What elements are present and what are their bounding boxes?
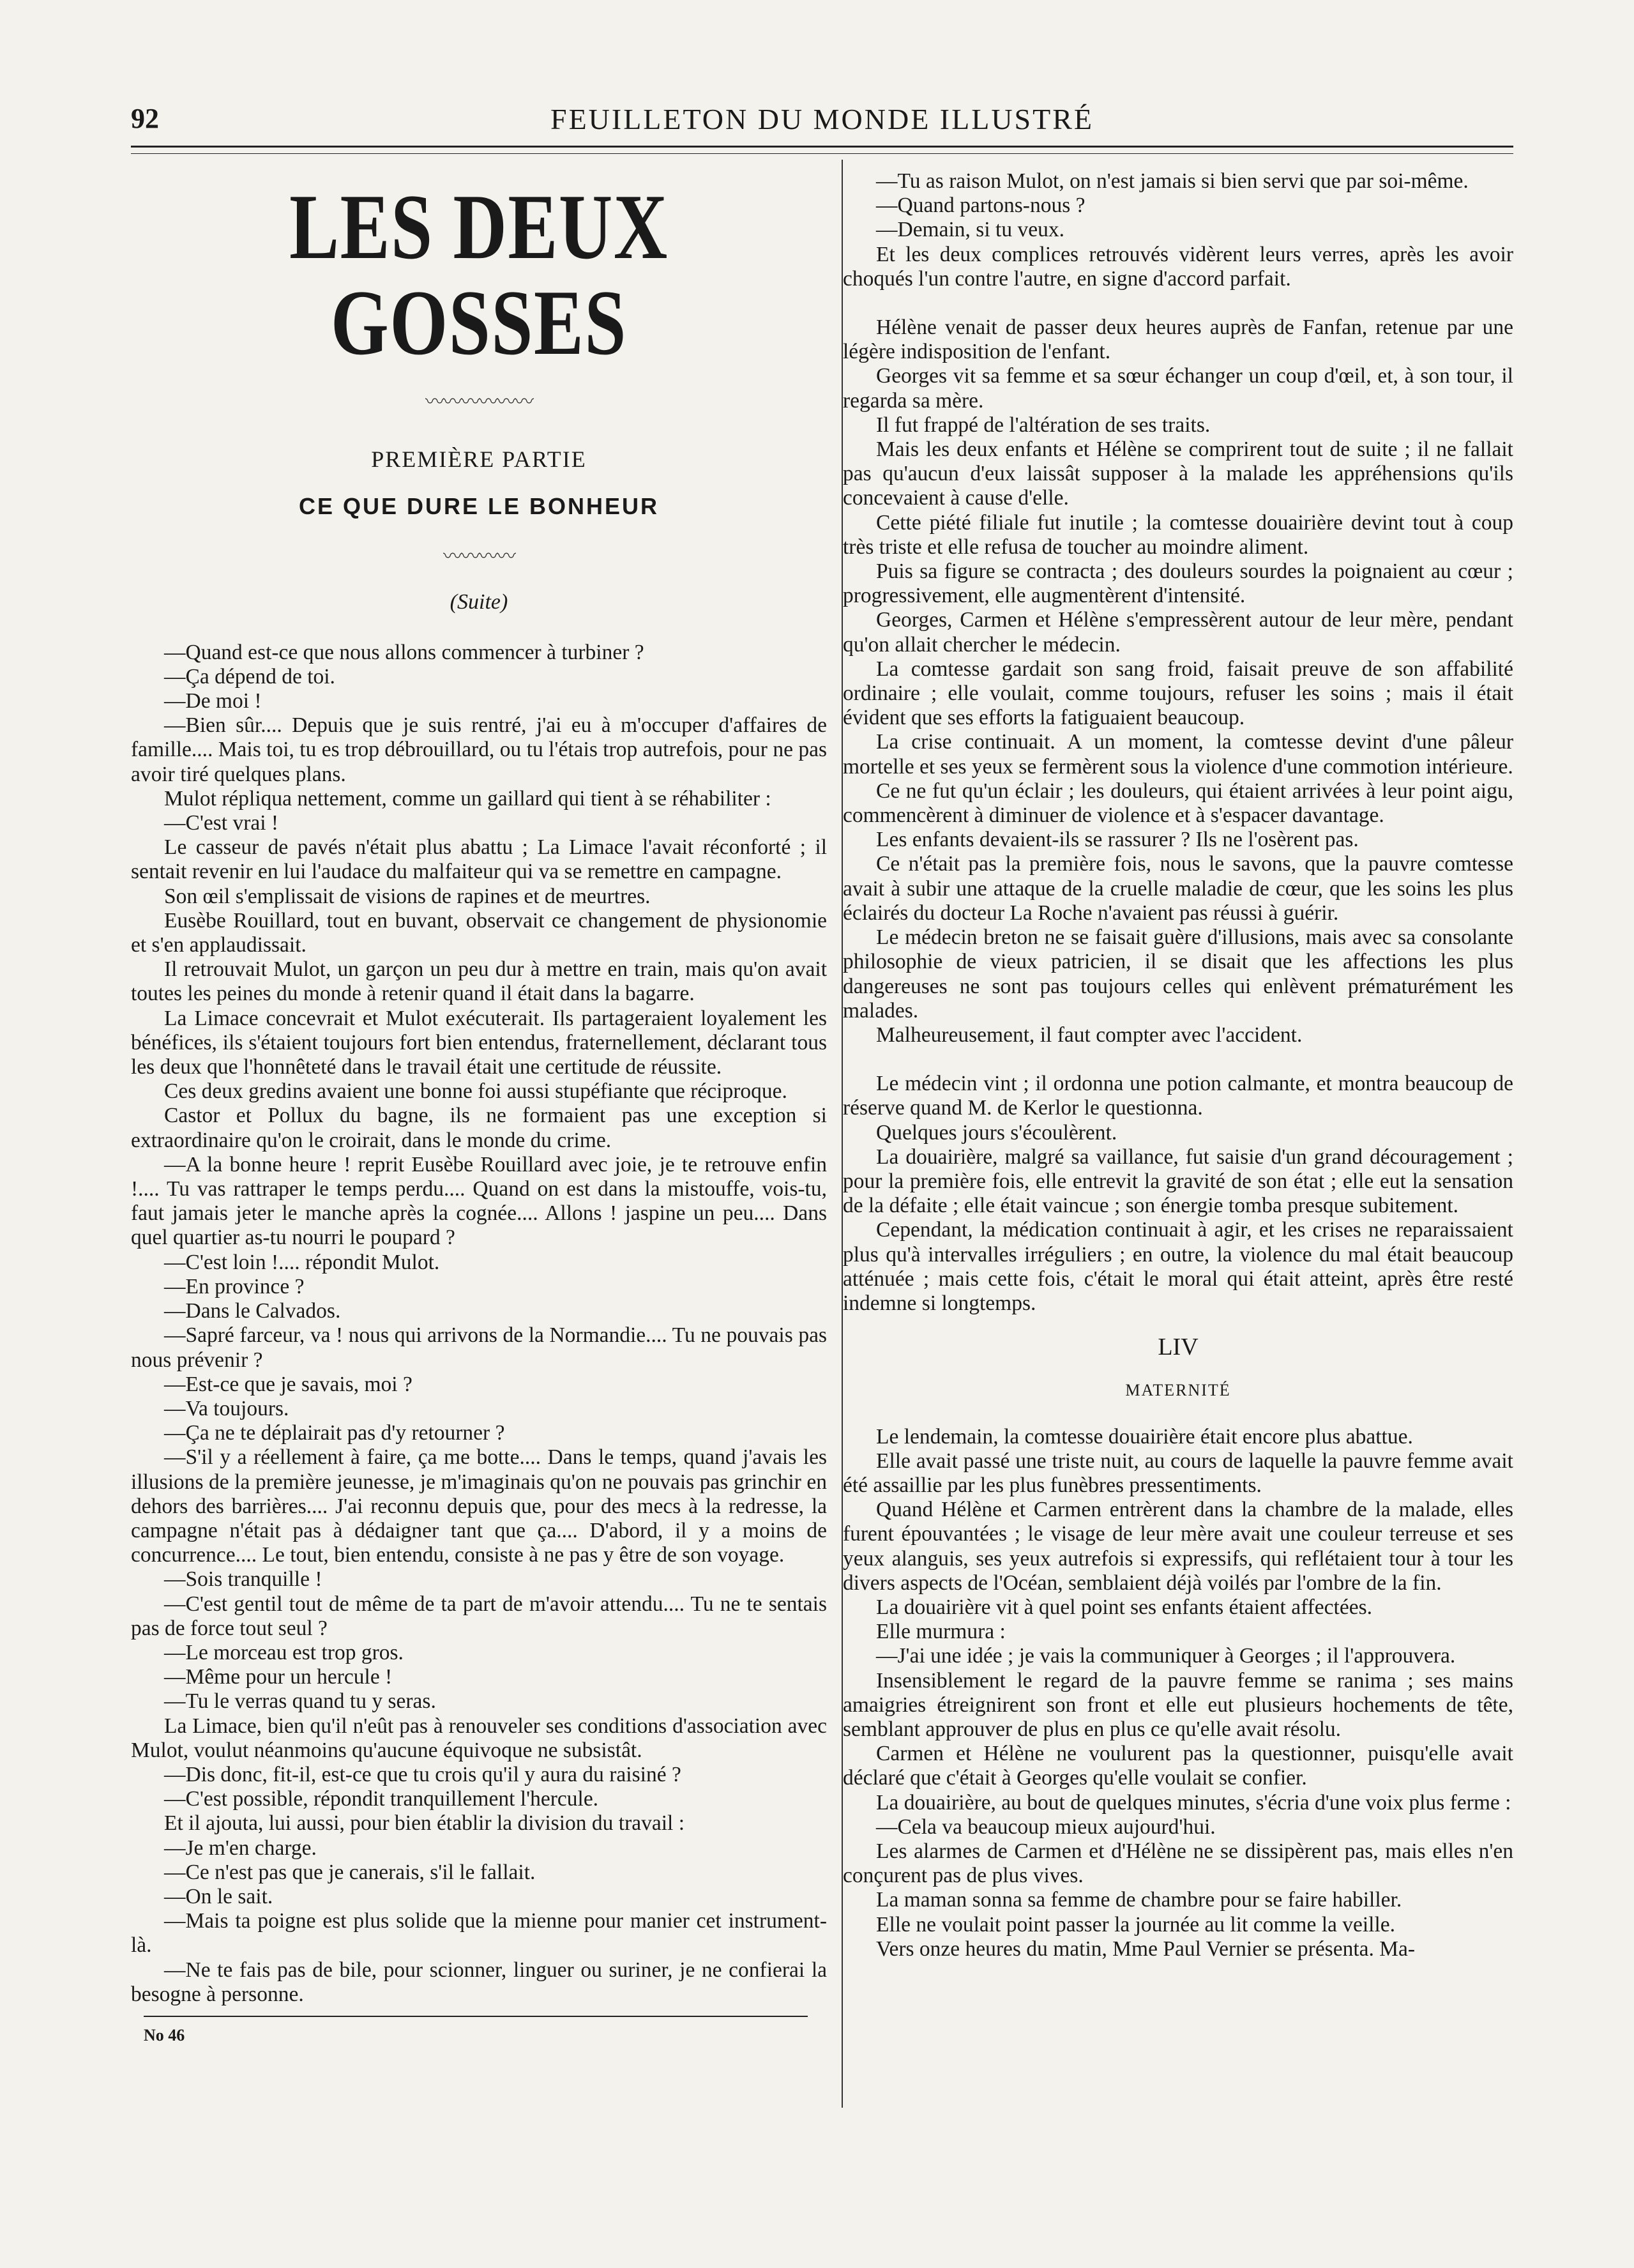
page-header: [131, 96, 1513, 147]
paragraph: Et il ajouta, lui aussi, pour bien établir la division du travail :: [164, 1811, 685, 1836]
paragraph: Le casseur de pavés n'était plus abattu ; La Limace l'avait réconforté ; il sentait revenir en lui l'audace du malfaiteur qui va se remettre en campagne.: [131, 835, 827, 884]
paragraph: Il fut frappé de l'altération de ses traits.: [876, 413, 1211, 437]
paragraph: —Cela va beaucoup mieux aujourd'hui.: [876, 1815, 1216, 1839]
paragraph: —Quand partons-nous ?: [876, 194, 1086, 218]
left-column: [131, 175, 827, 2048]
paragraph: Ces deux gredins avaient une bonne foi aussi stupéfiante que réciproque.: [164, 1079, 787, 1104]
paragraph: —Ce n'est pas que je canerais, s'il le fallait.: [164, 1860, 536, 1884]
part-title: PREMIÈRE PARTIE: [371, 446, 587, 472]
paragraph: —Dis donc, fit-il, est-ce que tu crois qu'il y aura du raisiné ?: [164, 1762, 681, 1786]
title-ornament: 〰〰〰〰〰〰: [425, 392, 533, 413]
spacer: [843, 1047, 1513, 1072]
paragraph: Quand Hélène et Carmen entrèrent dans la chambre de la malade, elles furent épouvantées ; le visage de leur mère avait une couleur terreuse et ses yeux alanguis, ses yeux autrefois si expressifs, qui reflétaient tour à tour les divers aspects de l'Océan, semblaient déjà voilés par l'ombre de la fin.: [843, 1498, 1513, 1595]
paragraph: Le médecin breton ne se faisait guère d'illusions, mais avec sa consolante philosophie de vieux patricien, il se disait que les affections les plus dangereuses ne sont pas toujours celles qui enlèvent prématurément les malades.: [843, 925, 1513, 1023]
header-rule: [131, 146, 1513, 148]
paragraph: Insensiblement le regard de la pauvre femme se ranima ; ses mains amaigries étreignirent son front et elle eut plusieurs hochements de tête, semblant approuver de plus en plus ce qu'elle avait résolu.: [843, 1668, 1513, 1741]
paragraph: La Limace, bien qu'il n'eût pas à renouveler ses conditions d'association avec Mulot, voulut néanmoins qu'aucune équivoque ne subsistât.: [131, 1714, 827, 1762]
paragraph: Eusèbe Rouillard, tout en buvant, observait ce changement de physionomie et s'en applaudissait.: [131, 908, 827, 957]
paragraph: —Demain, si tu veux.: [876, 218, 1064, 242]
paragraph: Elle avait passé une triste nuit, au cours de laquelle la pauvre femme avait été assaillie par les plus funèbres pressentiments.: [843, 1449, 1513, 1497]
paragraph: —C'est gentil tout de même de ta part de m'avoir attendu.... Tu ne te sentais pas de force tout seul ?: [131, 1592, 827, 1640]
paragraph: La crise continuait. A un moment, la comtesse devint d'une pâleur mortelle et ses yeux se fermèrent sous la violence d'une commotion intérieure.: [843, 730, 1513, 779]
paragraph: Georges vit sa femme et sa sœur échanger un coup d'œil, et, à son tour, il regarda sa mère.: [843, 364, 1513, 413]
paragraph: —Sois tranquille !: [164, 1567, 322, 1592]
paragraph: —Mais ta poigne est plus solide que la mienne pour manier cet instrument-là.: [131, 1909, 827, 1958]
paragraph: La douairière, au bout de quelques minutes, s'écria d'une voix plus ferme :: [876, 1790, 1511, 1815]
paragraph: Malheureusement, il faut compter avec l'accident.: [876, 1023, 1303, 1047]
paragraph: —Ça ne te déplairait pas d'y retourner ?: [164, 1421, 505, 1445]
paragraph: Ce n'était pas la première fois, nous le savons, que la pauvre comtesse avait à subir une attaque de la cruelle maladie de cœur, que les soins les plus éclairés du docteur La Roche n'avaient pas réussi à guérir.: [843, 852, 1513, 925]
paragraph: Les enfants devaient-ils se rassurer ? Ils ne l'osèrent pas.: [876, 828, 1359, 852]
paragraph: La comtesse gardait son sang froid, faisait preuve de son affabilité ordinaire ; elle voulait, comme toujours, refuser les soins ; mais il était évident que ses efforts la fatiguaient beaucoup.: [843, 657, 1513, 730]
paragraph: Cependant, la médication continuait à agir, et les crises ne reparaissaient plus qu'à intervalles irréguliers ; en outre, la violence du mal était beaucoup atténuée ; mais cette fois, c'était le moral qui était atteint, après être resté indemne si longtemps.: [843, 1218, 1513, 1315]
footer-rule: [144, 2016, 808, 2017]
paragraph: Georges, Carmen et Hélène s'empressèrent autour de leur mère, pendant qu'on allait chercher le médecin.: [843, 608, 1513, 657]
paragraph: —Va toujours.: [164, 1396, 289, 1420]
paragraph: Mulot répliqua nettement, comme un gaillard qui tient à se réhabiliter :: [164, 786, 771, 811]
right-block-1: [843, 169, 1513, 291]
paragraph: Ce ne fut qu'un éclair ; les douleurs, qui étaient arrivées à leur point aigu, commencèrent à diminuer de violence et à s'espacer davantage.: [843, 779, 1513, 828]
paragraph: Son œil s'emplissait de visions de rapines et de meurtres.: [164, 884, 651, 908]
paragraph: —Tu as raison Mulot, on n'est jamais si bien servi que par soi-même.: [876, 169, 1469, 193]
section-ornament: 〰〰〰〰: [443, 546, 515, 568]
header-rule-thin: [131, 153, 1513, 154]
paragraph: —A la bonne heure ! reprit Eusèbe Rouillard avec joie, je te retrouve enfin !.... Tu vas rattraper le temps perdu.... Quand on est dans la mistouffe, vois-tu, faut jamais jeter le manche après la cognée.... Allons ! jaspine un peu.... Dans quel quartier as-tu nourri le poupard ?: [131, 1152, 827, 1250]
paragraph: Et les deux complices retrouvés vidèrent leurs verres, après les avoir choqués l'un contre l'autre, en signe d'accord parfait.: [843, 242, 1513, 291]
left-paragraphs: [131, 641, 827, 2007]
paragraph: Cette piété filiale fut inutile ; la comtesse douairière devint tout à coup très triste et elle refusa de toucher au moindre aliment.: [843, 510, 1513, 559]
paragraph: —Je m'en charge.: [164, 1836, 317, 1860]
paragraph: —J'ai une idée ; je vais la communiquer à Georges ; il l'approuvera.: [876, 1644, 1456, 1668]
paragraph: —Bien sûr.... Depuis que je suis rentré, j'ai eu à m'occuper d'affaires de famille.... Mais toi, tu es trop débrouillard, ou tu l'étais trop autrefois, pour ne pas avoir tiré quelques plans.: [131, 713, 827, 786]
paragraph: —S'il y a réellement à faire, ça me botte.... Dans le temps, quand j'avais les illusions de la première jeunesse, je m'imaginais qu'on ne pouvais pas grinchir en dehors des barrières.... J'ai reconnu depuis que, pour des mecs à la redresse, la campagne n'était pas à dédaigner tant que ça.... D'abord, il y a moins de concurrence.... Le tout, bien entendu, consiste à ne pas y être de son voyage.: [131, 1445, 827, 1567]
paragraph: Elle ne voulait point passer la journée au lit comme la veille.: [876, 1912, 1396, 1937]
paragraph: —Ne te fais pas de bile, pour scionner, linguer ou suriner, je ne confierai la besogne à personne.: [131, 1958, 827, 2006]
chapter-title: MATERNITÉ: [1125, 1381, 1231, 1400]
paragraph: Puis sa figure se contracta ; des douleurs sourdes la poignaient au cœur ; progressivement, elle augmentèrent d'intensité.: [843, 559, 1513, 608]
paragraph: Elle murmura :: [876, 1620, 1006, 1644]
spacer: [843, 291, 1513, 316]
right-block-2: [843, 316, 1513, 1047]
paragraph: Le médecin vint ; il ordonna une potion calmante, et montra beaucoup de réserve quand M. de Kerlor le questionna.: [843, 1072, 1513, 1120]
paragraph: —C'est loin !.... répondit Mulot.: [164, 1250, 440, 1274]
paragraph: —Ça dépend de toi.: [164, 664, 335, 689]
paragraph: —De moi !: [164, 689, 262, 713]
right-column: [843, 169, 1513, 1961]
paragraph: La douairière, malgré sa vaillance, fut saisie d'un grand découragement ; pour la première fois, elle entrevit la gravité de son état ; elle eut la sensation de la défaite ; elle était vaincue ; son énergie tomba presque subitement.: [843, 1145, 1513, 1218]
right-block-4: [843, 1425, 1513, 1961]
paragraph: —On le sait.: [164, 1884, 273, 1908]
paragraph: La Limace concevrait et Mulot exécuterait. Ils partageraient loyalement les bénéfices, ils s'étaient toujours fort bien entendus, fraternellement, déclarant tous les deux que l'honnêteté dans le travail était une certitude de réussite.: [131, 1006, 827, 1079]
issue-number: No 46: [144, 2025, 185, 2044]
paragraph: —C'est possible, répondit tranquillement l'hercule.: [164, 1787, 599, 1811]
chapter-number: LIV: [1158, 1334, 1199, 1361]
page-number: 92: [131, 103, 159, 134]
suite-label: (Suite): [450, 590, 508, 614]
paragraph: Le lendemain, la comtesse douairière était encore plus abattue.: [876, 1424, 1413, 1449]
paragraph: Castor et Pollux du bagne, ils ne formaient pas une exception si extraordinaire qu'on le croirait, dans le monde du crime.: [131, 1104, 827, 1152]
paragraph: Il retrouvait Mulot, un garçon un peu dur à mettre en train, mais qu'on avait toutes les peines du monde à retenir quand il était dans la bagarre.: [131, 957, 827, 1006]
paragraph: —En province ?: [164, 1274, 305, 1298]
paragraph: —Sapré farceur, va ! nous qui arrivons de la Normandie.... Tu ne pouvais pas nous prévenir ?: [131, 1323, 827, 1372]
story-title: LES DEUX GOSSES: [289, 175, 669, 374]
paragraph: —Quand est-ce que nous allons commencer à turbiner ?: [164, 640, 644, 664]
paragraph: Vers onze heures du matin, Mme Paul Vernier se présenta. Ma-: [876, 1937, 1416, 1961]
paragraph: —Même pour un hercule !: [164, 1665, 393, 1689]
book-title: CE QUE DURE LE BONHEUR: [298, 493, 660, 520]
paragraph: —Le morceau est trop gros.: [164, 1640, 404, 1664]
paragraph: —C'est vrai !: [164, 811, 279, 835]
running-head: FEUILLETON DU MONDE ILLUSTRÉ: [550, 103, 1094, 135]
paragraph: Carmen et Hélène ne voulurent pas la questionner, puisqu'elle avait déclaré que c'était à Georges qu'elle voulait se confier.: [843, 1742, 1513, 1790]
paragraph: Hélène venait de passer deux heures auprès de Fanfan, retenue par une légère indisposition de l'enfant.: [843, 316, 1513, 364]
paragraph: Les alarmes de Carmen et d'Hélène ne se dissipèrent pas, mais elles n'en conçurent pas de plus vives.: [843, 1839, 1513, 1888]
paragraph: Quelques jours s'écoulèrent.: [876, 1120, 1117, 1145]
paragraph: Mais les deux enfants et Hélène se comprirent tout de suite ; il ne fallait pas qu'aucun d'eux laissât supposer à la malade les appréhensions qu'ils concevaient à cause d'elle.: [843, 438, 1513, 510]
paragraph: —Dans le Calvados.: [164, 1299, 341, 1323]
paragraph: La douairière vit à quel point ses enfants étaient affectées.: [876, 1595, 1372, 1619]
paragraph: La maman sonna sa femme de chambre pour se faire habiller.: [876, 1888, 1402, 1912]
paragraph: —Tu le verras quand tu y seras.: [164, 1689, 436, 1714]
right-block-3: [843, 1072, 1513, 1316]
paragraph: —Est-ce que je savais, moi ?: [164, 1372, 412, 1396]
